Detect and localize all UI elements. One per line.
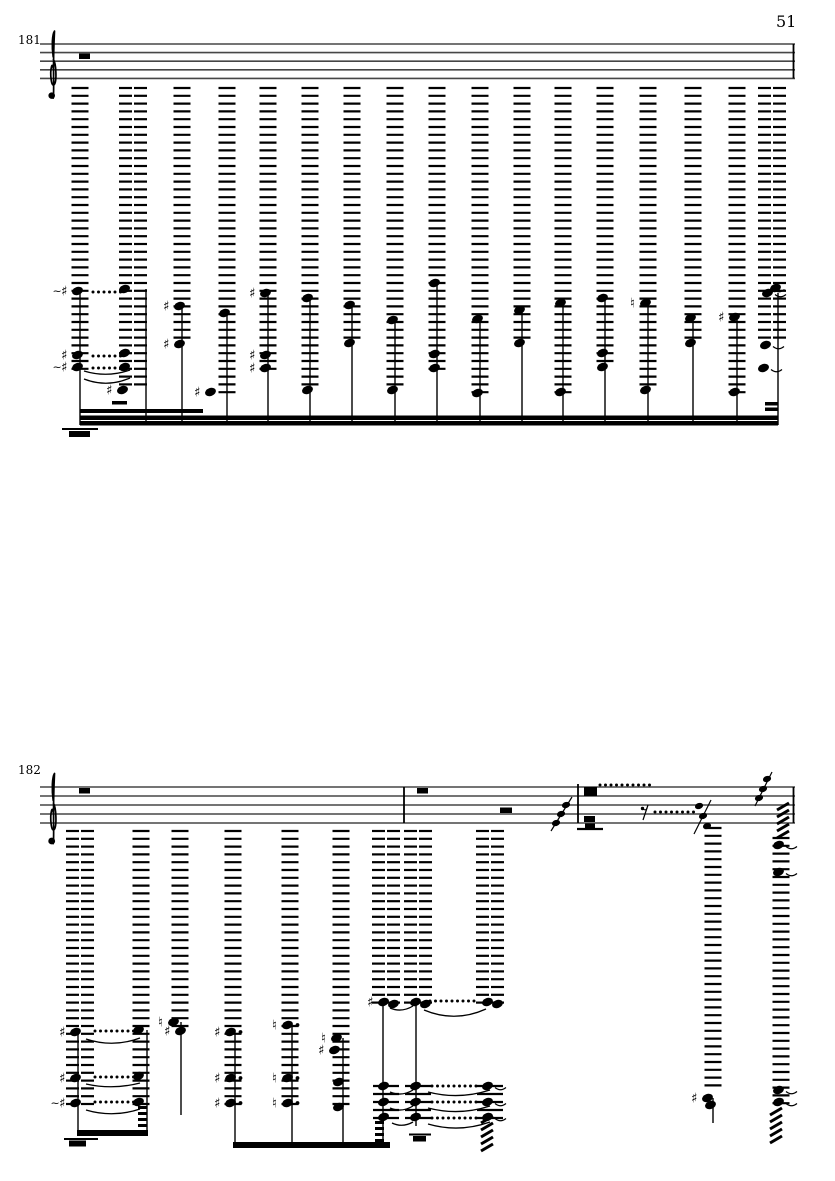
lv-squiggle: ~ xyxy=(50,1096,60,1110)
accidental-sharp: ♯ xyxy=(249,347,256,364)
dotted-sustain-line xyxy=(610,784,613,787)
treble-clef xyxy=(51,774,56,844)
beam xyxy=(80,409,203,413)
dotted-sustain-line xyxy=(103,367,106,370)
augmentation-dot xyxy=(239,1101,243,1105)
dotted-sustain-line xyxy=(121,1101,124,1104)
beam xyxy=(375,1139,384,1142)
augmentation-dot xyxy=(296,1076,300,1080)
accidental-natural: ♮ xyxy=(321,1030,326,1047)
dotted-sustain-line xyxy=(615,784,618,787)
lv-tie xyxy=(495,1088,506,1090)
dotted-sustain-line xyxy=(442,1101,445,1104)
dotted-sustain-line xyxy=(453,1101,456,1104)
dotted-sustain-line xyxy=(473,1000,476,1003)
accidental-natural: ♮ xyxy=(158,1014,163,1031)
dotted-sustain-line xyxy=(116,1101,119,1104)
lv-tie xyxy=(775,295,786,297)
tremolo-hatch xyxy=(777,803,789,810)
note-head xyxy=(377,996,390,1007)
slur xyxy=(392,1122,413,1125)
note-head xyxy=(69,1026,82,1037)
note-head xyxy=(481,1096,494,1107)
dotted-sustain-line xyxy=(119,367,122,370)
beam xyxy=(138,1124,147,1127)
accidental-sharp: ♯ xyxy=(718,309,725,326)
dotted-sustain-line xyxy=(116,1030,119,1033)
note-head xyxy=(596,292,609,303)
rest-block xyxy=(413,1136,426,1142)
dotted-sustain-line xyxy=(604,784,607,787)
note-head xyxy=(173,338,186,349)
accidental-sharp: ♯ xyxy=(163,336,170,353)
note-head xyxy=(728,386,741,397)
whole-rest xyxy=(584,816,595,822)
dotted-sustain-line xyxy=(132,1076,135,1079)
dotted-sustain-line xyxy=(103,355,106,358)
dotted-sustain-line xyxy=(103,291,106,294)
note-head xyxy=(639,384,652,395)
dotted-sustain-line xyxy=(440,1000,443,1003)
dotted-sustain-line xyxy=(467,1000,470,1003)
dotted-sustain-line xyxy=(462,1000,465,1003)
note-head xyxy=(684,337,697,348)
slur xyxy=(424,1009,486,1016)
accidental-sharp: ♯ xyxy=(367,994,374,1011)
note-head xyxy=(772,839,785,850)
dotted-sustain-line xyxy=(127,1101,130,1104)
note-head xyxy=(759,339,772,350)
dotted-sustain-line xyxy=(687,811,690,814)
dotted-sustain-line xyxy=(110,1101,113,1104)
lv-squiggle: ~ xyxy=(52,284,62,298)
accidental-natural: ♮ xyxy=(272,1017,277,1034)
whole-rest xyxy=(500,808,512,814)
note-head xyxy=(343,299,356,310)
note-head xyxy=(377,1080,390,1091)
tremolo-hatch xyxy=(481,1144,493,1151)
dotted-sustain-line xyxy=(436,1085,439,1088)
dotted-sustain-line xyxy=(447,1117,450,1120)
beam xyxy=(375,1127,384,1130)
note-head xyxy=(259,349,272,360)
dotted-sustain-line xyxy=(621,784,624,787)
dotted-sustain-line xyxy=(94,1076,97,1079)
grace-slash xyxy=(755,772,772,806)
note-head xyxy=(69,1072,82,1083)
dotted-sustain-line xyxy=(132,1101,135,1104)
dotted-sustain-line xyxy=(458,1117,461,1120)
note-head xyxy=(596,361,609,372)
dotted-sustain-line xyxy=(94,1030,97,1033)
dotted-sustain-line xyxy=(108,355,111,358)
beam xyxy=(765,408,778,412)
beam xyxy=(80,416,778,421)
dotted-sustain-line xyxy=(105,1076,108,1079)
dotted-sustain-line xyxy=(92,291,95,294)
dotted-sustain-line xyxy=(643,784,646,787)
note-head xyxy=(513,337,526,348)
accidental-natural: ♮ xyxy=(272,1070,277,1087)
dotted-sustain-line xyxy=(97,367,100,370)
dotted-sustain-line xyxy=(436,1117,439,1120)
dotted-sustain-line xyxy=(119,355,122,358)
note-head xyxy=(173,300,186,311)
note-head xyxy=(772,1096,785,1107)
dotted-sustain-line xyxy=(456,1000,459,1003)
note-head xyxy=(377,1096,390,1107)
tremolo-hatch xyxy=(481,1130,493,1137)
dotted-sustain-line xyxy=(632,784,635,787)
dotted-sustain-line xyxy=(665,811,668,814)
note-head xyxy=(554,386,567,397)
slur xyxy=(428,1122,490,1128)
accidental-sharp: ♯ xyxy=(164,1023,171,1040)
dotted-sustain-line xyxy=(464,1101,467,1104)
note-head xyxy=(409,1096,422,1107)
small-rest xyxy=(643,805,648,820)
note-head xyxy=(428,348,441,359)
dotted-sustain-line xyxy=(475,1085,478,1088)
note-head xyxy=(204,386,217,397)
grace-note-head xyxy=(694,802,704,811)
treble-clef-blob xyxy=(48,92,55,99)
note-head xyxy=(409,1080,422,1091)
accidental-sharp: ♯ xyxy=(59,1024,66,1041)
accidental-sharp: ♯ xyxy=(163,298,170,315)
accidental-natural: ♮ xyxy=(272,1095,277,1112)
dotted-sustain-line xyxy=(429,1000,432,1003)
tremolo-hatch xyxy=(770,1115,782,1122)
note-head xyxy=(409,996,422,1007)
note-head xyxy=(259,362,272,373)
dotted-sustain-line xyxy=(92,367,95,370)
beam xyxy=(80,421,778,426)
dotted-sustain-line xyxy=(110,1030,113,1033)
breve-rest xyxy=(584,787,597,796)
augmentation-dot xyxy=(296,1101,300,1105)
treble-clef xyxy=(51,31,56,98)
whole-rest xyxy=(417,788,428,794)
augmentation-dot xyxy=(239,1076,243,1080)
dotted-sustain-line xyxy=(116,1076,119,1079)
dotted-sustain-line xyxy=(469,1117,472,1120)
dotted-sustain-line xyxy=(436,1101,439,1104)
dotted-sustain-line xyxy=(475,1101,478,1104)
note-head xyxy=(772,1084,785,1095)
dotted-sustain-line xyxy=(681,811,684,814)
dotted-sustain-line xyxy=(127,1076,130,1079)
dotted-sustain-line xyxy=(97,355,100,358)
dotted-sustain-line xyxy=(92,355,95,358)
dotted-sustain-line xyxy=(458,1085,461,1088)
note-head xyxy=(428,362,441,373)
whole-rest xyxy=(79,54,90,60)
note-head xyxy=(471,387,484,398)
accidental-sharp: ♯ xyxy=(61,347,68,364)
dotted-sustain-line xyxy=(469,1085,472,1088)
note-head xyxy=(481,1080,494,1091)
note-head xyxy=(596,347,609,358)
dotted-sustain-line xyxy=(599,784,602,787)
accidental-sharp: ♯ xyxy=(194,384,201,401)
beam xyxy=(112,401,127,405)
lv-squiggle: ~ xyxy=(52,360,62,374)
note-head xyxy=(328,1044,341,1055)
beam xyxy=(233,1142,390,1148)
tremolo-hatch xyxy=(770,1108,782,1115)
rest-block xyxy=(69,1141,86,1147)
note-head xyxy=(218,307,231,318)
accidental-sharp: ♯ xyxy=(59,1095,66,1112)
note-head xyxy=(428,277,441,288)
dotted-sustain-line xyxy=(114,291,117,294)
note-head xyxy=(116,384,129,395)
dotted-sustain-line xyxy=(458,1101,461,1104)
dotted-sustain-line xyxy=(447,1101,450,1104)
dotted-sustain-line xyxy=(127,1030,130,1033)
dotted-sustain-line xyxy=(654,811,657,814)
lv-tie xyxy=(771,370,782,372)
accidental-sharp: ♯ xyxy=(59,1070,66,1087)
dotted-sustain-line xyxy=(114,355,117,358)
measure-number-181: 181 xyxy=(18,33,41,47)
note-head xyxy=(386,384,399,395)
accidental-sharp: ♯ xyxy=(106,382,113,399)
dotted-sustain-line xyxy=(451,1000,454,1003)
note-head xyxy=(377,1111,390,1122)
slur xyxy=(86,1083,140,1087)
note-head xyxy=(69,1097,82,1108)
dotted-sustain-line xyxy=(670,811,673,814)
dotted-sustain-line xyxy=(464,1085,467,1088)
note-head xyxy=(757,362,770,373)
accidental-sharp: ♯ xyxy=(214,1024,221,1041)
accidental-sharp: ♯ xyxy=(61,359,68,376)
dotted-sustain-line xyxy=(99,1076,102,1079)
beam xyxy=(77,1130,148,1136)
dotted-sustain-line xyxy=(132,1030,135,1033)
dotted-sustain-line xyxy=(94,1101,97,1104)
dotted-sustain-line xyxy=(453,1085,456,1088)
dotted-sustain-line xyxy=(105,1030,108,1033)
dotted-sustain-line xyxy=(108,367,111,370)
tremolo-hatch xyxy=(770,1136,782,1143)
dotted-sustain-line xyxy=(108,291,111,294)
dotted-sustain-line xyxy=(110,1076,113,1079)
dotted-sustain-line xyxy=(469,1101,472,1104)
dotted-sustain-line xyxy=(121,1030,124,1033)
dotted-sustain-line xyxy=(434,1000,437,1003)
accidental-sharp: ♯ xyxy=(249,360,256,377)
beam xyxy=(375,1133,384,1136)
beam xyxy=(138,1112,147,1115)
treble-clef-blob xyxy=(48,838,55,845)
dotted-sustain-line xyxy=(464,1117,467,1120)
dotted-sustain-line xyxy=(99,1030,102,1033)
tremolo-hatch xyxy=(770,1122,782,1129)
note-head xyxy=(71,349,84,360)
dotted-sustain-line xyxy=(431,1085,434,1088)
dotted-sustain-line xyxy=(114,367,117,370)
dotted-sustain-line xyxy=(99,1101,102,1104)
beam xyxy=(375,1121,384,1124)
dotted-sustain-line xyxy=(659,811,662,814)
dotted-sustain-line xyxy=(676,811,679,814)
note-head xyxy=(481,996,494,1007)
dotted-sustain-line xyxy=(445,1000,448,1003)
beam xyxy=(138,1118,147,1121)
dotted-sustain-line xyxy=(431,1117,434,1120)
accidental-sharp: ♯ xyxy=(318,1042,325,1059)
note-head xyxy=(71,361,84,372)
whole-rest xyxy=(79,788,90,794)
tremolo-hatch xyxy=(481,1137,493,1144)
dotted-sustain-line xyxy=(637,784,640,787)
note-head xyxy=(71,285,84,296)
dotted-sustain-line xyxy=(648,784,651,787)
dotted-sustain-line xyxy=(626,784,629,787)
accidental-sharp: ♯ xyxy=(214,1070,221,1087)
accidental-sharp: ♯ xyxy=(214,1095,221,1112)
rest-block xyxy=(585,824,595,830)
slur xyxy=(86,1109,140,1114)
dotted-sustain-line xyxy=(105,1101,108,1104)
beam xyxy=(765,402,778,406)
dotted-sustain-line xyxy=(453,1117,456,1120)
augmentation-dot xyxy=(239,1030,243,1034)
accidental-natural: ♮ xyxy=(630,295,635,312)
augmentation-dot xyxy=(296,1023,300,1027)
accidental-sharp: ♯ xyxy=(691,1090,698,1107)
dotted-sustain-line xyxy=(442,1117,445,1120)
note-head xyxy=(387,998,400,1009)
dotted-sustain-line xyxy=(119,291,122,294)
dotted-sustain-line xyxy=(121,1076,124,1079)
note-head xyxy=(259,287,272,298)
note-head xyxy=(409,1111,422,1122)
dotted-sustain-line xyxy=(431,1101,434,1104)
note-head xyxy=(343,337,356,348)
lv-tie xyxy=(786,1092,797,1094)
dotted-sustain-line xyxy=(475,1117,478,1120)
measure-number-182: 182 xyxy=(18,763,41,777)
lv-tie xyxy=(495,1104,506,1106)
note-head xyxy=(301,292,314,303)
note-head xyxy=(386,314,399,325)
slur xyxy=(86,1038,140,1043)
dotted-sustain-line xyxy=(97,291,100,294)
tremolo-hatch xyxy=(770,1129,782,1136)
accidental-sharp: ♯ xyxy=(61,283,68,300)
lv-tie xyxy=(786,874,797,876)
tremolo-hatch xyxy=(777,824,789,831)
dotted-sustain-line xyxy=(692,811,695,814)
rest-block xyxy=(69,431,90,437)
page-number: 51 xyxy=(776,12,797,31)
note-head xyxy=(301,384,314,395)
note-head xyxy=(491,998,504,1009)
dotted-sustain-line xyxy=(442,1085,445,1088)
dotted-sustain-line xyxy=(447,1085,450,1088)
accidental-sharp: ♯ xyxy=(249,285,256,302)
